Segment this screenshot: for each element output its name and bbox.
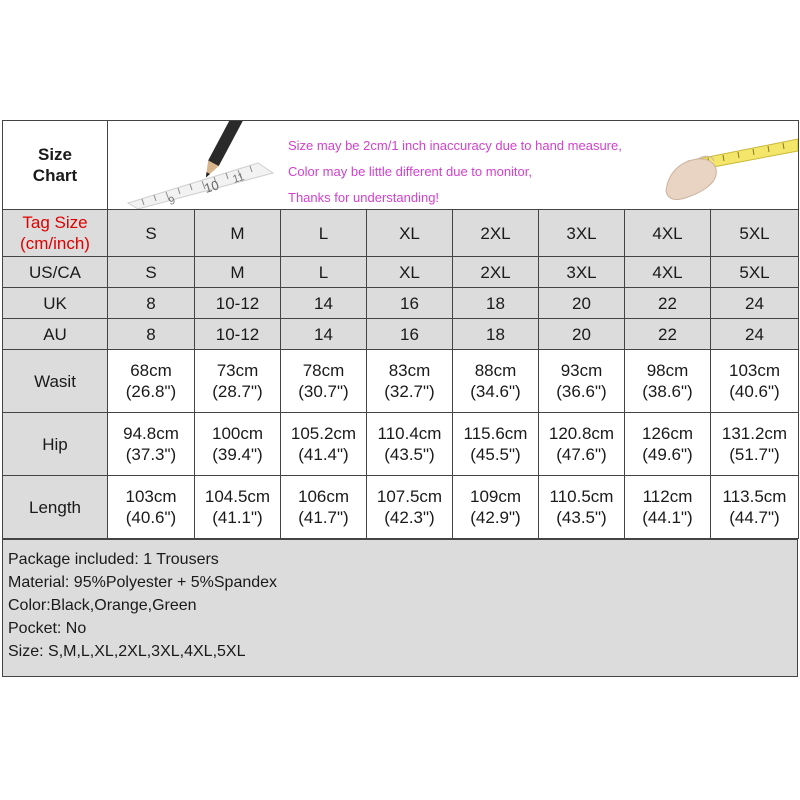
package-info-line: Size: S,M,L,XL,2XL,3XL,4XL,5XL: [8, 643, 246, 660]
inch-value: (38.6"): [642, 382, 693, 401]
measurement-cell: [195, 476, 281, 539]
tag-size-cell: L: [281, 210, 367, 257]
package-info-line: Material: 95%Polyester + 5%Spandex: [8, 574, 278, 591]
size-chart-title: [3, 121, 108, 210]
size-cell: 3XL: [539, 257, 625, 288]
note-text: Thanks for understanding!: [288, 190, 440, 205]
cm-value: 78cm: [302, 361, 345, 380]
measurement-cell: [711, 476, 799, 539]
tag-size-label-line: (cm/inch): [20, 234, 90, 253]
row-label: AU: [3, 319, 108, 350]
size-cell: 22: [625, 288, 711, 319]
inch-value: (43.5"): [556, 508, 607, 527]
size-cell: XL: [367, 257, 453, 288]
measurement-cell: [367, 350, 453, 413]
size-cell: 16: [367, 319, 453, 350]
row-label: US/CA: [3, 257, 108, 288]
size-cell: 22: [625, 319, 711, 350]
cm-value: 98cm: [646, 361, 689, 380]
measurement-cell: [108, 476, 195, 539]
measurement-cell: [539, 476, 625, 539]
row-label: UK: [3, 288, 108, 319]
cm-value: 83cm: [388, 361, 431, 380]
inch-value: (40.6"): [729, 382, 780, 401]
cm-value: 104.5cm: [204, 487, 271, 506]
measurement-cell: [711, 350, 799, 413]
cm-value: 93cm: [560, 361, 603, 380]
pencil-ruler-illustration: [108, 121, 278, 209]
size-cell: 14: [281, 319, 367, 350]
inch-value: (37.3"): [125, 445, 177, 464]
note-text: Color may be little different due to monitor,: [288, 164, 532, 179]
cm-value: 94.8cm: [123, 424, 179, 443]
region-row-au: [3, 319, 799, 350]
size-cell: 8: [108, 319, 195, 350]
cm-value: 68cm: [130, 361, 172, 380]
header-row: [3, 121, 799, 210]
measurement-row-hip: [3, 413, 799, 476]
tag-size-cell: XL: [367, 210, 453, 257]
ruler-digit: 9: [167, 194, 177, 208]
measurement-cell: [195, 413, 281, 476]
region-row-us-ca: [3, 257, 799, 288]
size-cell: 2XL: [453, 257, 539, 288]
measurement-cell: [625, 350, 711, 413]
size-cell: 10-12: [195, 319, 281, 350]
package-info-line: Color:Black,Orange,Green: [8, 597, 197, 614]
cm-value: 131.2cm: [721, 424, 788, 443]
cm-value: 105.2cm: [290, 424, 357, 443]
measurement-cell: [281, 350, 367, 413]
row-label: Hip: [3, 413, 108, 476]
measurement-cell: [281, 476, 367, 539]
tag-size-row: [3, 210, 799, 257]
cm-value: 126cm: [641, 424, 694, 443]
title-line: Size: [37, 145, 73, 164]
measurement-cell: [195, 350, 281, 413]
measuring-tape-illustration: [648, 121, 798, 209]
tag-size-cell: M: [195, 210, 281, 257]
cm-value: 110.5cm: [549, 487, 614, 506]
inch-value: (41.4"): [298, 445, 349, 464]
inch-value: (47.6"): [556, 445, 607, 464]
inch-value: (44.7"): [729, 508, 780, 527]
size-cell: 5XL: [711, 257, 799, 288]
cm-value: 112cm: [642, 487, 693, 506]
package-info-line: Package included: 1 Trousers: [8, 551, 219, 568]
cm-value: 113.5cm: [722, 487, 787, 506]
inch-value: (39.4"): [212, 445, 263, 464]
measurement-row-waist: [3, 350, 799, 413]
ruler-digit: 10: [202, 177, 221, 196]
cm-value: 115.6cm: [463, 424, 528, 443]
tag-size-cell: 2XL: [453, 210, 539, 257]
measurement-cell: [453, 476, 539, 539]
measurement-cell: [367, 413, 453, 476]
tag-size-label: [3, 210, 108, 257]
row-label: Length: [3, 476, 108, 539]
size-cell: L: [281, 257, 367, 288]
size-cell: 16: [367, 288, 453, 319]
inch-value: (28.7"): [212, 382, 263, 401]
size-cell: 4XL: [625, 257, 711, 288]
inch-value: (32.7"): [384, 382, 435, 401]
size-cell: S: [108, 257, 195, 288]
tag-size-cell: 5XL: [711, 210, 799, 257]
ruler-digit: 11: [231, 171, 246, 186]
cm-value: 120.8cm: [548, 424, 615, 443]
cm-value: 100cm: [211, 424, 264, 443]
measurement-cell: [453, 413, 539, 476]
measurement-cell: [108, 413, 195, 476]
size-chart: [2, 120, 798, 539]
size-cell: 18: [453, 319, 539, 350]
tag-size-cell: 4XL: [625, 210, 711, 257]
hand-icon: [666, 159, 716, 200]
measurement-row-length: [3, 476, 799, 539]
size-table: [2, 120, 799, 539]
cm-value: 103cm: [728, 361, 781, 380]
measurement-cell: [625, 413, 711, 476]
measurement-cell: [539, 350, 625, 413]
measurement-cell: [539, 413, 625, 476]
notice-banner: [108, 121, 799, 210]
tag-size-cell: S: [108, 210, 195, 257]
inch-value: (42.3"): [384, 508, 435, 527]
measurement-cell: [108, 350, 195, 413]
inch-value: (49.6"): [642, 445, 693, 464]
measurement-cell: [281, 413, 367, 476]
cm-value: 103cm: [125, 487, 177, 506]
inch-value: (41.1"): [212, 508, 263, 527]
inch-value: (44.1"): [642, 508, 693, 527]
measurement-cell: [625, 476, 711, 539]
inch-value: (30.7"): [298, 382, 349, 401]
size-cell: M: [195, 257, 281, 288]
size-cell: 18: [453, 288, 539, 319]
measurement-cell: [711, 413, 799, 476]
size-cell: 24: [711, 288, 799, 319]
inch-value: (42.9"): [470, 508, 521, 527]
inch-value: (43.5"): [384, 445, 435, 464]
measurement-cell: [367, 476, 453, 539]
size-cell: 10-12: [195, 288, 281, 319]
package-info-box: [2, 539, 798, 677]
cm-value: 73cm: [216, 361, 259, 380]
size-cell: 20: [539, 319, 625, 350]
region-row-uk: [3, 288, 799, 319]
measurement-cell: [453, 350, 539, 413]
inch-value: (45.5"): [470, 445, 521, 464]
cm-value: 106cm: [297, 487, 350, 506]
inch-value: (40.6"): [125, 508, 177, 527]
size-cell: 20: [539, 288, 625, 319]
size-cell: 24: [711, 319, 799, 350]
cm-value: 88cm: [474, 361, 517, 380]
size-cell: 14: [281, 288, 367, 319]
tag-size-label-line: Tag Size: [22, 213, 88, 232]
cm-value: 107.5cm: [376, 487, 443, 506]
size-cell: 8: [108, 288, 195, 319]
inch-value: (34.6"): [470, 382, 521, 401]
package-info-line: Pocket: No: [8, 620, 87, 637]
note-text: Size may be 2cm/1 inch inaccuracy due to hand measure,: [288, 138, 622, 153]
cm-value: 110.4cm: [377, 424, 442, 443]
inch-value: (51.7"): [729, 445, 780, 464]
inch-value: (26.8"): [125, 382, 177, 401]
inch-value: (41.7"): [298, 508, 349, 527]
row-label: Wasit: [3, 350, 108, 413]
inch-value: (36.6"): [556, 382, 607, 401]
cm-value: 109cm: [469, 487, 522, 506]
tag-size-cell: 3XL: [539, 210, 625, 257]
title-line: Chart: [32, 166, 78, 185]
